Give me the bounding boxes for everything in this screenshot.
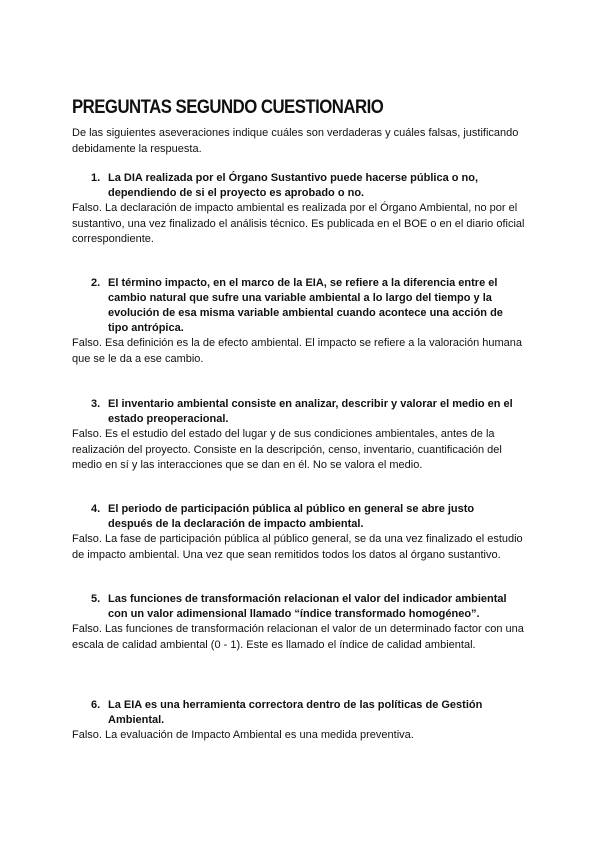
question-answer: Falso. Esa definición es la de efecto ambiental. El impacto se refiere a la valoración humana que se le da a ese cambio. [72, 337, 523, 365]
question-number: 2. [91, 277, 101, 289]
question-text: La DIA realizada por el Órgano Sustantivo puede hacerse pública o no, dependiendo de si el proyecto es aprobado o no. [108, 172, 479, 199]
question-text: El inventario ambiental consiste en analizar, describir y valorar el medio en el estado preoperacional. [108, 398, 513, 425]
question-2 [0, 276, 600, 367]
question-number: 4. [91, 503, 101, 515]
question-4 [0, 502, 600, 563]
question-number: 1. [91, 172, 101, 184]
question-text: La EIA es una herramienta correctora dentro de las políticas de Gestión Ambiental. [108, 699, 483, 726]
intro-paragraph: De las siguientes aseveraciones indique cuáles son verdaderas y cuáles falsas, justificando debidamente la respuesta. [72, 127, 519, 155]
question-number: 3. [91, 398, 101, 410]
question-5 [0, 592, 600, 653]
question-answer: Falso. La fase de participación pública al público general, se da una vez finalizado el estudio de impacto ambiental. Una vez que sean remitidos todos los datos al órgano sustantivo. [72, 533, 523, 561]
question-answer: Falso. Es el estudio del estado del lugar y de sus condiciones ambientales, antes de la realización del proyecto. Consiste en la descripción, censo, inventario, cuantificación del medio en sí y las interacciones que se dan en él. No se valora el medio. [72, 428, 502, 471]
question-6 [0, 698, 600, 744]
question-answer: Falso. La declaración de impacto ambiental es realizada por el Órgano Ambiental, no por el sustantivo, una vez finalizado el análisis técnico. Es publicada en el BOE o en el diario oficial correspondiente. [72, 202, 525, 245]
question-1 [0, 171, 600, 248]
question-number: 5. [91, 593, 101, 605]
question-number: 6. [91, 699, 101, 711]
question-3 [0, 397, 600, 474]
question-text: El término impacto, en el marco de la EIA, se refiere a la diferencia entre el cambio natural que sufre una variable ambiental a lo largo del tiempo y la evolución de esa misma variable ambiental cuando acontece una acción de tipo antrópica. [108, 277, 503, 334]
question-text: Las funciones de transformación relacionan el valor del indicador ambiental con un valor adimensional llamado “índice transformado homogéneo”. [108, 593, 507, 620]
page-title: PREGUNTAS SEGUNDO CUESTIONARIO [72, 96, 384, 118]
question-text: El periodo de participación pública al público en general se abre justo después de la declaración de impacto ambiental. [108, 503, 475, 530]
question-answer: Falso. Las funciones de transformación relacionan el valor de un determinado factor con una escala de calidad ambiental (0 - 1). Este es llamado el índice de calidad ambiental. [72, 623, 524, 651]
question-answer: Falso. La evaluación de Impacto Ambiental es una medida preventiva. [72, 729, 414, 741]
